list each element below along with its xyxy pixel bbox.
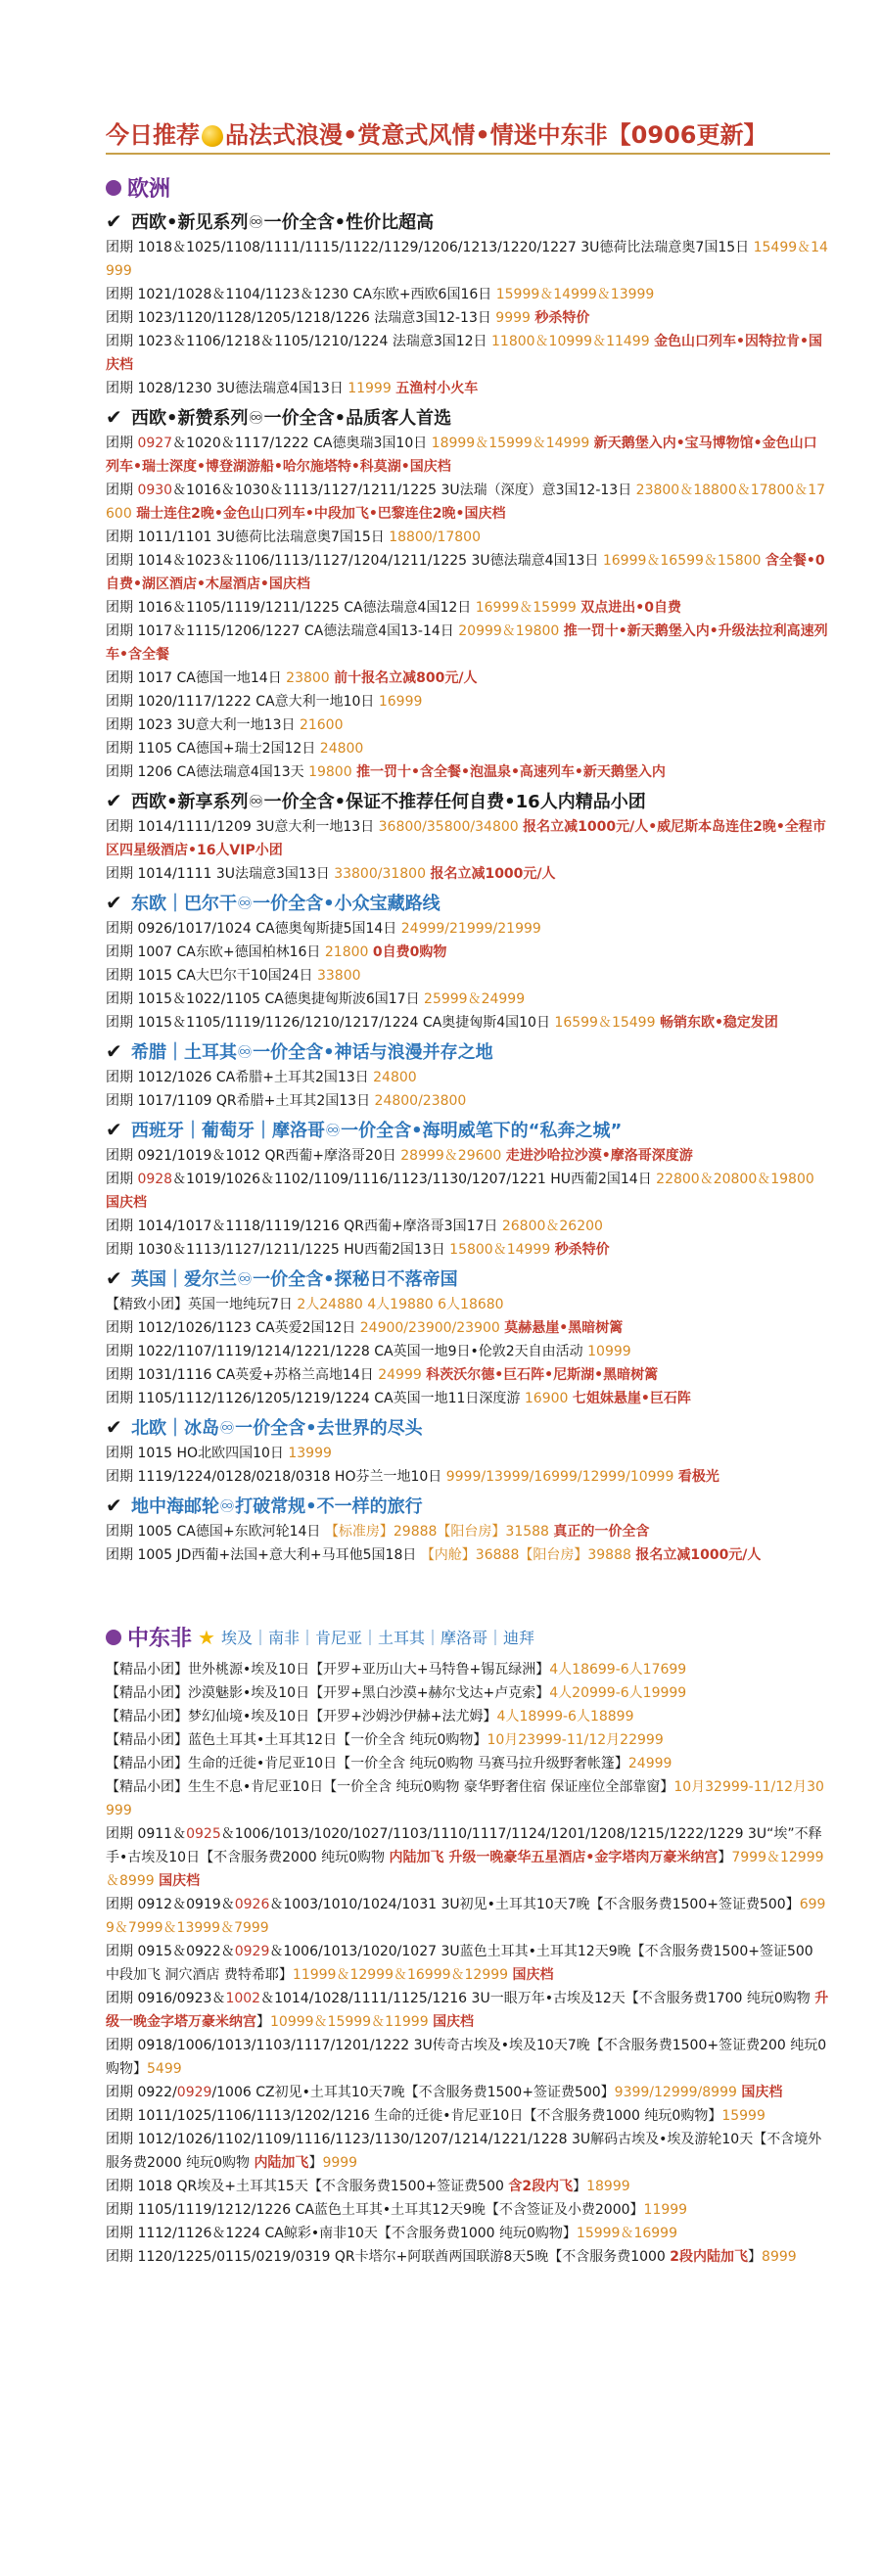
series-header xyxy=(106,788,830,813)
check-icon: ✔ xyxy=(106,209,122,233)
tour-line: 团期 0928＆1019/1026＆1102/1109/1116/1123/1130/1207/1221 HU西葡2国14日 22800＆20800＆19800 国庆档 xyxy=(106,1172,814,1211)
tour-line: 【精品小团】生生不息•肯尼亚10日【一价全含 纯玩0购物 豪华野奢住宿 保证座位全部靠窗】10月32999-11/12月30999 xyxy=(106,1779,824,1818)
holiday-date: 0930 xyxy=(137,483,173,498)
price-text: 33800/31800 xyxy=(334,866,426,882)
tour-line: 团期 1015 HO北欧四国10日 13999 xyxy=(106,1446,332,1461)
tour-line: 团期 1105 CA德国+瑞士2国12日 24800 xyxy=(106,741,364,757)
highlight-text: 升级一晚金字塔万豪米纳宫 xyxy=(106,1991,829,2030)
series-header xyxy=(106,1414,830,1440)
price-text: 23800 xyxy=(286,670,330,686)
tour-line: 团期 1011/1025/1106/1113/1202/1216 生命的迁徙•肯尼亚10日【不含服务费1000 纯玩0购物】15999 xyxy=(106,2108,765,2124)
price-text: 15499＆14999 xyxy=(106,240,828,279)
highlight-text: 报名立减1000元/人 xyxy=(430,866,556,882)
holiday-date: 0926 xyxy=(234,1897,270,1912)
price-text: 10月32999-11/12月30999 xyxy=(106,1779,824,1818)
tour-line: 团期 1012/1026/1123 CA英爱2国12日 24900/23900/23900 莫赫悬崖•黑暗树篱 xyxy=(106,1320,624,1336)
price-text: 11800＆10999＆11499 xyxy=(491,334,650,349)
series-title: 东欧｜巴尔干♾一价全含•小众宝藏路线 xyxy=(131,894,440,914)
price-text: 8999 xyxy=(762,2249,797,2265)
purple-dot-icon xyxy=(106,1630,121,1645)
highlight-text: 内陆加飞 升级一晚豪华五星酒店•金字塔肉万豪米纳宫 xyxy=(389,1850,719,1865)
title-prefix: 今日推荐 xyxy=(106,121,200,149)
highlight-text: 报名立减1000元/人•威尼斯本岛连住2晚•全程市区四星级酒店•16人VIP小团 xyxy=(106,819,826,858)
price-text: 15999 xyxy=(721,2108,765,2124)
price-text: 4人18699-6人17699 xyxy=(549,1662,687,1678)
price-text: 26800＆26200 xyxy=(501,1219,603,1234)
series-title: 希腊｜土耳其♾一价全含•神话与浪漫并存之地 xyxy=(131,1042,493,1063)
tour-line: 团期 0927＆1020＆1117/1222 CA德奥瑞3国10日 18999＆15999＆14999 新天鹅堡入内•宝马博物馆•金色山口列车•瑞士深度•博登湖游船•哈尔施塔特•科莫湖•国庆档 xyxy=(106,436,817,475)
highlight-text: 五渔村小火车 xyxy=(395,381,479,396)
price-text: 24999/21999/21999 xyxy=(400,921,541,937)
series-title: 西欧•新见系列♾一价全含•性价比超高 xyxy=(131,212,435,233)
series-header xyxy=(106,890,830,915)
tour-line: 团期 1020/1117/1222 CA意大利一地10日 16999 xyxy=(106,694,423,710)
highlight-text: 国庆档 xyxy=(741,2085,783,2100)
price-text: 5499 xyxy=(147,2061,182,2077)
price-text: 23800＆18800＆17800＆17600 xyxy=(106,483,826,522)
price-text: 10999 xyxy=(587,1344,631,1359)
highlight-text: 畅销东欧•稳定发团 xyxy=(659,1015,778,1031)
price-text: 24999 xyxy=(627,1756,672,1771)
price-text: 11999 xyxy=(643,2202,688,2218)
tour-line: 团期 1023 3U意大利一地13日 21600 xyxy=(106,717,344,733)
price-text: 21600 xyxy=(299,717,344,733)
price-text: 16999＆16599＆15800 xyxy=(602,553,762,569)
price-text: 22800＆20800＆19800 xyxy=(656,1172,814,1187)
tour-line: 团期 1014/1017＆1118/1119/1216 QR西葡+摩洛哥3国17日 26800＆26200 xyxy=(106,1219,603,1234)
tour-line: 【精品小团】梦幻仙境•埃及10日【开罗+沙姆沙伊赫+法尤姆】4人18999-6人18899 xyxy=(106,1709,634,1725)
tour-line: 团期 1011/1101 3U德荷比法瑞意奥7国15日 18800/17800 xyxy=(106,529,481,545)
highlight-text: 双点进出•0自费 xyxy=(580,600,681,616)
highlight-text: 莫赫悬崖•黑暗树篱 xyxy=(504,1320,624,1336)
highlight-text: 七姐妹悬崖•巨石阵 xyxy=(572,1391,691,1406)
region-title: 中东非 xyxy=(127,1627,193,1651)
price-text: 16999＆15999 xyxy=(475,600,577,616)
price-text: 24900/23900/23900 xyxy=(359,1320,500,1336)
tour-line: 团期 1014＆1023＆1106/1113/1127/1204/1211/1225 3U德法瑞意4国13日 16999＆16599＆15800 含全餐•0自费•湖区酒店•木屋酒店•国庆档 xyxy=(106,553,825,592)
highlight-text: 含全餐•0自费•湖区酒店•木屋酒店•国庆档 xyxy=(106,553,825,592)
europe-series-list xyxy=(106,208,830,1567)
highlight-text: 推一罚十•含全餐•泡温泉•高速列车•新天鹅堡入内 xyxy=(356,764,666,780)
holiday-date: 1002 xyxy=(225,1991,261,2006)
price-text: 11999＆12999＆16999＆12999 xyxy=(292,1967,509,1983)
price-text: 24999 xyxy=(378,1367,422,1383)
lemon-icon xyxy=(202,125,223,147)
tour-line: 团期 1016＆1105/1119/1211/1225 CA德法瑞意4国12日 16999＆15999 双点进出•0自费 xyxy=(106,600,681,616)
tour-line: 团期 1007 CA东欧+德国柏林16日 21800 0自费0购物 xyxy=(106,944,447,960)
check-icon: ✔ xyxy=(106,891,122,914)
price-text: 24800/23800 xyxy=(374,1093,467,1109)
tour-line: 【精致小团】英国一地纯玩7日 2人24880 4人19880 6人18680 xyxy=(106,1297,504,1312)
tour-line: 团期 0930＆1016＆1030＆1113/1127/1211/1225 3U法瑞（深度）意3国12-13日 23800＆18800＆17800＆17600 瑞士连住2晚•金色山口列车•中段加飞•巴黎连住2晚•国庆档 xyxy=(106,483,826,522)
price-text: 16900 xyxy=(524,1391,569,1406)
tour-line: 团期 0922/0929/1006 CZ初见•土耳其10天7晚【不含服务费1500+签证费500】9399/12999/8999 国庆档 xyxy=(106,2085,783,2100)
check-icon: ✔ xyxy=(106,405,122,429)
check-icon: ✔ xyxy=(106,1415,122,1439)
highlight-text: 秒杀特价 xyxy=(554,1242,610,1258)
holiday-date: 0928 xyxy=(137,1172,173,1187)
price-text: 25999＆24999 xyxy=(424,991,526,1007)
price-text: 20999＆19800 xyxy=(458,623,560,639)
price-text: 15800＆14999 xyxy=(449,1242,551,1258)
series-header xyxy=(106,1265,830,1291)
tour-line: 团期 0921/1019＆1012 QR西葡+摩洛哥20日 28999＆29600 走进沙哈拉沙漠•摩洛哥深度游 xyxy=(106,1148,693,1164)
tour-line: 团期 0926/1017/1024 CA德奥匈斯捷5国14日 24999/21999/21999 xyxy=(106,921,541,937)
tour-line: 团期 1014/1111 3U法瑞意3国13日 33800/31800 报名立减1000元/人 xyxy=(106,866,556,882)
holiday-date: 0927 xyxy=(137,436,173,451)
tour-line: 团期 1028/1230 3U德法瑞意4国13日 11999 五渔村小火车 xyxy=(106,381,479,396)
check-icon: ✔ xyxy=(106,1039,122,1063)
price-text: 36800/35800/34800 xyxy=(378,819,519,835)
tour-line: 团期 1105/1119/1212/1226 CA蓝色土耳其•土耳其12天9晚【不含签证及小费2000】11999 xyxy=(106,2202,688,2218)
tour-line: 团期 1018 QR埃及+土耳其15天【不含服务费1500+签证费500 含2段内飞】18999 xyxy=(106,2179,630,2194)
tour-line: 团期 1005 JD西葡+法国+意大利+马耳他5国18日 【内舱】36888【阳台房】39888 报名立减1000元/人 xyxy=(106,1547,762,1563)
price-text: 11999 xyxy=(348,381,392,396)
highlight-text: 推一罚十•新天鹅堡入内•升级法拉利高速列车•含全餐 xyxy=(106,623,828,663)
tour-line: 团期 1021/1028＆1104/1123＆1230 CA东欧+西欧6国16日 15999＆14999＆13999 xyxy=(106,287,655,302)
tour-line: 团期 1023＆1106/1218＆1105/1210/1224 法瑞意3国12日 11800＆10999＆11499 金色山口列车•因特拉肯•国庆档 xyxy=(106,334,822,373)
check-icon: ✔ xyxy=(106,1494,122,1517)
tour-line: 团期 1031/1116 CA英爱+苏格兰高地14日 24999 科茨沃尔德•巨石阵•尼斯湖•黑暗树篱 xyxy=(106,1367,659,1383)
tour-line: 【精品小团】生命的迁徙•肯尼亚10日【一价全含 纯玩0购物 马赛马拉升级野奢帐篷】24999 xyxy=(106,1756,672,1771)
highlight-text: 金色山口列车•因特拉肯•国庆档 xyxy=(106,334,822,373)
tour-line: 团期 1012/1026/1102/1109/1116/1123/1130/1207/1214/1221/1228 3U解码古埃及•埃及游轮10天【不含境外服务费2000 纯玩0购物 内陆加飞】9999 xyxy=(106,2132,822,2171)
highlight-text: 内陆加飞 xyxy=(254,2155,309,2171)
tour-line: 【精品小团】沙漠魅影•埃及10日【开罗+黑白沙漠+赫尔戈达+卢克索】4人20999-6人19999 xyxy=(106,1685,687,1701)
tour-line: 团期 1018＆1025/1108/1111/1115/1122/1129/1206/1213/1220/1227 3U德荷比法瑞意奥7国15日 15499＆14999 xyxy=(106,240,828,279)
tour-line: 团期 1014/1111/1209 3U意大利一地13日 36800/35800/34800 报名立减1000元/人•威尼斯本岛连住2晚•全程市区四星级酒店•16人VIP小团 xyxy=(106,819,826,858)
price-text: 6999＆7999＆13999＆7999 xyxy=(106,1897,826,1936)
highlight-text: 新天鹅堡入内•宝马博物馆•金色山口列车•瑞士深度•博登湖游船•哈尔施塔特•科莫湖•国庆档 xyxy=(106,436,817,475)
price-text: 2人24880 4人19880 6人18680 xyxy=(297,1297,504,1312)
tour-line: 团期 1015＆1022/1105 CA德奥捷匈斯波6国17日 25999＆24999 xyxy=(106,991,526,1007)
series-title: 英国｜爱尔兰♾一价全含•探秘日不落帝国 xyxy=(131,1269,458,1290)
price-text: 7999＆12999＆8999 xyxy=(106,1850,824,1889)
price-text: 4人18999-6人18899 xyxy=(496,1709,634,1725)
highlight-text: 含2段内飞 xyxy=(508,2179,574,2194)
tour-line: 团期 0916/0923＆1002＆1014/1028/1111/1125/1216 3U一眼万年•古埃及12天【不含服务费1700 纯玩0购物 升级一晚金字塔万豪米纳宫】10999＆15999＆11999 国庆档 xyxy=(106,1991,829,2030)
series-header xyxy=(106,1038,830,1064)
price-text: 24800 xyxy=(319,741,364,757)
purple-dot-icon xyxy=(106,180,121,196)
holiday-date: 0929 xyxy=(234,1944,270,1959)
page-header xyxy=(106,110,830,155)
tour-line: 团期 1105/1112/1126/1205/1219/1224 CA英国一地11日深度游 16900 七姐妹悬崖•巨石阵 xyxy=(106,1391,691,1406)
price-text: 16999 xyxy=(378,694,423,710)
tour-line: 团期 1017 CA德国一地14日 23800 前十报名立减800元/人 xyxy=(106,670,478,686)
series-title: 西班牙｜葡萄牙｜摩洛哥♾一价全含•海明威笔下的“私奔之城” xyxy=(131,1121,623,1141)
highlight-text: 报名立减1000元/人 xyxy=(635,1547,762,1563)
tour-line: 团期 1022/1107/1119/1214/1221/1228 CA英国一地9日•伦敦2天自由活动 10999 xyxy=(106,1344,631,1359)
highlight-text: 秒杀特价 xyxy=(534,310,590,326)
tour-line: 团期 1012/1026 CA希腊+土耳其2国13日 24800 xyxy=(106,1070,417,1085)
series-header xyxy=(106,208,830,234)
highlight-text: 看极光 xyxy=(677,1469,719,1485)
me-line-list xyxy=(106,1658,830,2269)
title-suffix: 品法式浪漫•赏意式风情•情迷中东非【0906更新】 xyxy=(225,121,767,149)
holiday-date: 0925 xyxy=(186,1826,221,1842)
price-text: 16599＆15499 xyxy=(554,1015,656,1031)
price-text: 9399/12999/8999 xyxy=(614,2085,737,2100)
price-text: 10999＆15999＆11999 xyxy=(270,2014,429,2030)
highlight-text: 国庆档 xyxy=(159,1873,201,1889)
series-header xyxy=(106,1493,830,1518)
tour-line: 团期 1030＆1113/1127/1211/1225 HU西葡2国13日 15800＆14999 秒杀特价 xyxy=(106,1242,610,1258)
series-title: 西欧•新享系列♾一价全含•保证不推荐任何自费•16人内精品小团 xyxy=(131,792,646,812)
tour-line: 团期 0915＆0922＆0929＆1006/1013/1020/1027 3U蓝色土耳其•土耳其12天9晚【不含服务费1500+签证500 中段加飞 洞穴酒店 费特希耶】11999＆12999＆16999＆12999 国庆档 xyxy=(106,1944,813,1983)
tour-line: 团期 1119/1224/0128/0218/0318 HO芬兰一地10日 9999/13999/16999/12999/10999 看极光 xyxy=(106,1469,719,1485)
series-title: 北欧｜冰岛♾一价全含•去世界的尽头 xyxy=(131,1418,423,1439)
tour-line: 团期 0918/1006/1013/1103/1117/1201/1222 3U传奇古埃及•埃及10天7晚【不含服务费1500+签证费200 纯玩0购物】5499 xyxy=(106,2038,827,2077)
highlight-text: 国庆档 xyxy=(512,1967,554,1983)
price-text: 13999 xyxy=(288,1446,332,1461)
page-title xyxy=(106,117,766,153)
tour-line: 团期 1023/1120/1128/1205/1218/1226 法瑞意3国12-13日 9999 秒杀特价 xyxy=(106,310,590,326)
region-title: 欧洲 xyxy=(127,177,171,202)
holiday-date: 0929 xyxy=(176,2085,212,2100)
check-icon: ✔ xyxy=(106,789,122,812)
region-europe-header xyxy=(106,172,830,203)
check-icon: ✔ xyxy=(106,1118,122,1141)
price-text: 18800/17800 xyxy=(389,529,481,545)
region-me-header xyxy=(106,1622,830,1652)
highlight-text: 0自费0购物 xyxy=(372,944,447,960)
price-text: 24800 xyxy=(373,1070,417,1085)
highlight-text: 2段内陆加飞 xyxy=(670,2249,749,2265)
price-text: 28999＆29600 xyxy=(400,1148,502,1164)
price-text: 【标准房】29888【阳台房】31588 xyxy=(324,1524,549,1540)
price-text: 19800 xyxy=(308,764,352,780)
price-text: 9999 xyxy=(322,2155,358,2171)
tour-line: 团期 1112/1126＆1224 CA鲸彩•南非10天【不含服务费1000 纯玩0购物】15999＆16999 xyxy=(106,2226,677,2241)
price-text: 15999＆16999 xyxy=(576,2226,677,2241)
check-icon: ✔ xyxy=(106,1266,122,1290)
highlight-text: 前十报名立减800元/人 xyxy=(334,670,478,686)
content xyxy=(106,168,830,2269)
series-title: 西欧•新赞系列♾一价全含•品质客人首选 xyxy=(131,408,452,429)
price-text: 9999 xyxy=(495,310,531,326)
highlight-text: 国庆档 xyxy=(106,1195,147,1211)
star-icon: ★ xyxy=(198,1625,215,1649)
region-subtitle: 埃及｜南非｜肯尼亚｜土耳其｜摩洛哥｜迪拜 xyxy=(220,1629,534,1647)
tour-line: 团期 0912＆0919＆0926＆1003/1010/1024/1031 3U初见•土耳其10天7晚【不含服务费1500+签证费500】6999＆7999＆13999＆7999 xyxy=(106,1897,826,1936)
price-text: 10月23999-11/12月22999 xyxy=(487,1732,664,1748)
price-text: 【内舱】36888【阳台房】39888 xyxy=(420,1547,631,1563)
tour-line: 【精品小团】世外桃源•埃及10日【开罗+亚历山大+马特鲁+锡瓦绿洲】4人18699-6人17699 xyxy=(106,1662,687,1678)
price-text: 18999＆15999＆14999 xyxy=(431,436,590,451)
price-text: 33800 xyxy=(316,968,361,984)
highlight-text: 科茨沃尔德•巨石阵•尼斯湖•黑暗树篱 xyxy=(426,1367,659,1383)
price-text: 15999＆14999＆13999 xyxy=(495,287,655,302)
tour-line: 团期 1015 CA大巴尔干10国24日 33800 xyxy=(106,968,361,984)
tour-line: 团期 0911＆0925＆1006/1013/1020/1027/1103/1110/1117/1124/1201/1208/1215/1222/1229 3U“埃”不释手•古埃及10日【不含服务费2000 纯玩0购物 内陆加飞 升级一晚豪华五星酒店•金字塔肉万豪米纳宫】7999＆12999＆8999 国庆档 xyxy=(106,1826,824,1889)
tour-line: 团期 1005 CA德国+东欧河轮14日 【标准房】29888【阳台房】31588 真正的一价全含 xyxy=(106,1524,650,1540)
tour-line: 团期 1206 CA德法瑞意4国13天 19800 推一罚十•含全餐•泡温泉•高速列车•新天鹅堡入内 xyxy=(106,764,666,780)
tour-line: 【精品小团】蓝色土耳其•土耳其12日【一价全含 纯玩0购物】10月23999-11/12月22999 xyxy=(106,1732,664,1748)
tour-line: 团期 1017/1109 QR希腊+土耳其2国13日 24800/23800 xyxy=(106,1093,467,1109)
series-header xyxy=(106,404,830,430)
tour-line: 团期 1120/1225/0115/0219/0319 QR卡塔尔+阿联酋两国联游8天5晚【不含服务费1000 2段内陆加飞】8999 xyxy=(106,2249,797,2265)
series-title: 地中海邮轮♾打破常规•不一样的旅行 xyxy=(131,1496,423,1517)
highlight-text: 瑞士连住2晚•金色山口列车•中段加飞•巴黎连住2晚•国庆档 xyxy=(136,506,506,522)
highlight-text: 走进沙哈拉沙漠•摩洛哥深度游 xyxy=(505,1148,693,1164)
price-text: 9999/13999/16999/12999/10999 xyxy=(445,1469,674,1485)
highlight-text: 真正的一价全含 xyxy=(553,1524,650,1540)
price-text: 4人20999-6人19999 xyxy=(549,1685,687,1701)
tour-line: 团期 1015＆1105/1119/1126/1210/1217/1224 CA奥捷匈斯4国10日 16599＆15499 畅销东欧•稳定发团 xyxy=(106,1015,778,1031)
tour-line: 团期 1017＆1115/1206/1227 CA德法瑞意4国13-14日 20999＆19800 推一罚十•新天鹅堡入内•升级法拉利高速列车•含全餐 xyxy=(106,623,828,663)
price-text: 21800 xyxy=(324,944,369,960)
price-text: 18999 xyxy=(586,2179,630,2194)
highlight-text: 国庆档 xyxy=(433,2014,475,2030)
series-header xyxy=(106,1117,830,1142)
